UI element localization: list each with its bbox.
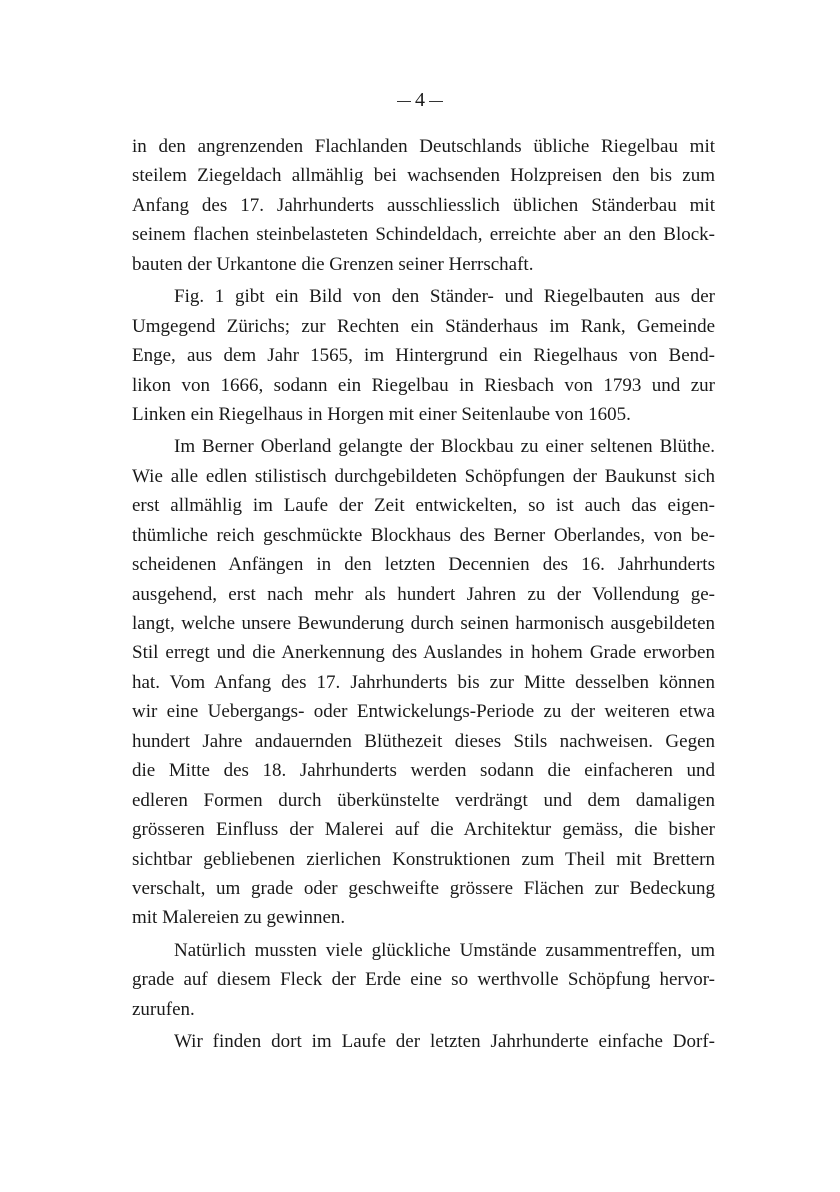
text-line: hat. Vom Anfang des 17. Jahrhunderts bis zur Mitte desselben können	[132, 671, 715, 693]
page-number: 4	[415, 89, 425, 111]
text-line: Linken ein Riegelhaus in Horgen mit einer Seitenlaube von 1605.	[132, 403, 631, 425]
text-line: likon von 1666, sodann ein Riegelbau in Riesbach von 1793 und zur	[132, 374, 715, 396]
text-line: grade auf diesem Fleck der Erde eine so werthvolle Schöpfung hervor-	[132, 969, 715, 991]
text-line: verschalt, um grade oder geschweifte grössere Flächen zur Bedeckung	[132, 877, 715, 899]
text-line: scheidenen Anfängen in den letzten Decennien des 16. Jahrhunderts	[132, 554, 715, 576]
text-line: wir eine Uebergangs- oder Entwickelungs-Periode zu der weiteren etwa	[132, 701, 715, 723]
paragraph	[132, 282, 715, 429]
header-dash-right	[429, 101, 443, 102]
page-number-header	[0, 86, 840, 114]
text-line: edleren Formen durch überkünstelte verdrängt und dem damaligen	[132, 789, 715, 811]
text-line: zurufen.	[132, 998, 195, 1020]
text-line: steilem Ziegeldach allmählig bei wachsenden Holzpreisen den bis zum	[132, 165, 715, 187]
text-line: ausgehend, erst nach mehr als hundert Jahren zu der Vollendung ge-	[132, 583, 715, 605]
text-line: langt, welche unsere Bewunderung durch seinen harmonisch ausgebildeten	[132, 613, 715, 634]
text-line: erst allmählig im Laufe der Zeit entwickelten, so ist auch das eigen-	[132, 495, 715, 517]
text-line: Natürlich mussten viele glückliche Umstände zusammentreffen, um	[174, 939, 715, 961]
text-line: Umgegend Zürichs; zur Rechten ein Ständerhaus im Rank, Gemeinde	[132, 315, 715, 337]
paragraph	[132, 1027, 715, 1056]
body-text	[132, 132, 715, 1057]
text-line: grösseren Einfluss der Malerei auf die Architektur gemäss, die bisher	[132, 819, 715, 841]
paragraph	[132, 432, 715, 932]
text-line: Stil erregt und die Anerkennung des Auslandes in hohem Grade erworben	[132, 642, 715, 664]
text-line: in den angrenzenden Flachlanden Deutschlands übliche Riegelbau mit	[132, 136, 715, 157]
text-line: bauten der Urkantone die Grenzen seiner Herrschaft.	[132, 253, 534, 275]
text-line: Fig. 1 gibt ein Bild von den Ständer- und Riegelbauten aus der	[174, 286, 715, 308]
header-dash-left	[397, 101, 411, 102]
text-line: Enge, aus dem Jahr 1565, im Hintergrund ein Riegelhaus von Bend-	[132, 345, 715, 367]
text-line: mit Malereien zu gewinnen.	[132, 907, 346, 929]
paragraph	[132, 936, 715, 1024]
text-line: seinem flachen steinbelasteten Schindeldach, erreichte aber an den Block-	[132, 224, 715, 246]
paragraph	[132, 132, 715, 279]
text-line: die Mitte des 18. Jahrhunderts werden sodann die einfacheren und	[132, 760, 715, 782]
text-line: Wie alle edlen stilistisch durchgebildeten Schöpfungen der Baukunst sich	[132, 465, 715, 487]
text-line: Anfang des 17. Jahrhunderts ausschliesslich üblichen Ständerbau mit	[132, 194, 715, 216]
text-line: Im Berner Oberland gelangte der Blockbau zu einer seltenen Blüthe.	[174, 436, 715, 458]
text-line: sichtbar gebliebenen zierlichen Konstruktionen zum Theil mit Brettern	[132, 848, 715, 870]
text-line: Wir finden dort im Laufe der letzten Jahrhunderte einfache Dorf-	[174, 1031, 715, 1053]
text-line: hundert Jahre andauernden Blüthezeit dieses Stils nachweisen. Gegen	[132, 730, 715, 752]
text-line: thümliche reich geschmückte Blockhaus des Berner Oberlandes, von be-	[132, 524, 715, 546]
